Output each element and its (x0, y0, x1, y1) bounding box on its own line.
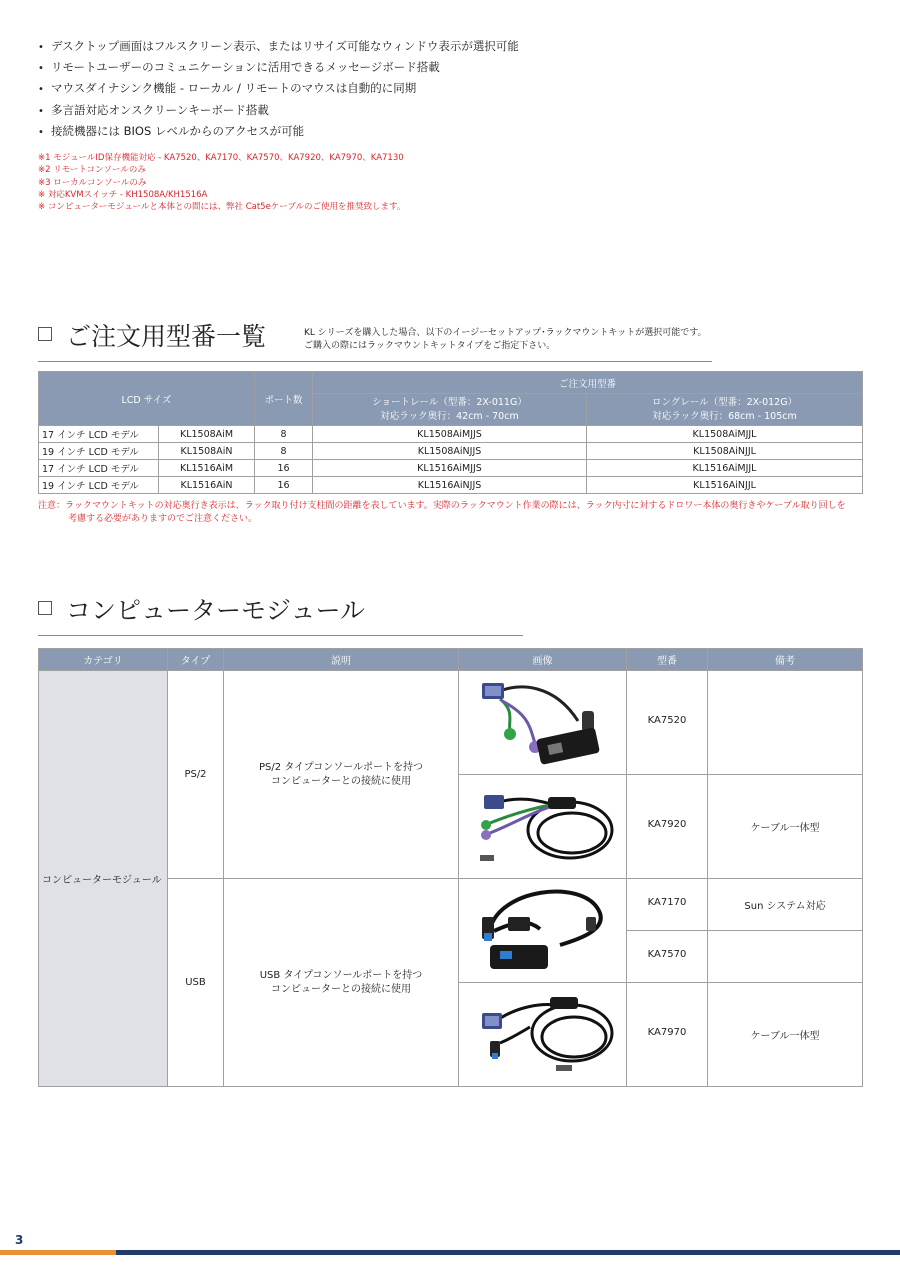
footnote: ※2 リモートコンソールのみ (38, 165, 146, 176)
image-cell (459, 879, 627, 983)
lcd-cell: 17 インチ LCD モデル (39, 426, 159, 443)
order-title-text: ご注文用型番一覧 (66, 322, 267, 351)
description-line: コンピューターとの接続に使用 (271, 775, 411, 787)
description-line: USB タイプコンソールポートを持つ (259, 969, 423, 981)
order-table (38, 371, 863, 494)
footnotes (38, 152, 868, 213)
caution-line: 注意：ラックマウントキットの対応奥行き表示は、ラック取り付け支柱間の距離を表しています。実際のラックマウント作業の際には、ラック内寸に対するドロワー本体の奥行きやケーブル取り回しを (38, 501, 846, 511)
ports-cell: 8 (255, 443, 313, 460)
type-cell-usb: USB (168, 879, 224, 1087)
page-number: 3 (15, 1233, 24, 1247)
footnote: ※ 対応KVMスイッチ - KH1508A/KH1516A (38, 189, 208, 200)
feature-list (38, 36, 858, 142)
feature-item: • マウスダイナシンク機能 - ローカル / リモートのマウスは自動的に同期 (38, 78, 858, 99)
module-table (38, 648, 863, 1087)
model-cell: KL1516AiM (159, 460, 255, 477)
long-model-cell: KL1508AiNJJL (587, 443, 863, 460)
long-model-cell: KL1516AiMJJL (587, 460, 863, 477)
header-type: タイプ (168, 649, 224, 671)
model-cell: KA7920 (627, 775, 708, 879)
description-line: コンピューターとの接続に使用 (271, 983, 411, 995)
feature-item: • デスクトップ画面はフルスクリーン表示、またはリサイズ可能なウィンドウ表示が選択可能 (38, 36, 858, 57)
usb-cable-module-icon (460, 983, 626, 1083)
long-model-cell: KL1516AiNJJL (587, 477, 863, 494)
type-cell-ps2: PS/2 (168, 671, 224, 879)
short-model-cell: KL1508AiMJJS (313, 426, 587, 443)
checkbox-square-icon (38, 601, 52, 615)
short-rail-label: ショートレール（型番：2X-011G） (372, 396, 527, 408)
feature-item: • 多言語対応オンスクリーンキーボード搭載 (38, 100, 858, 121)
description-cell-ps2 (224, 671, 459, 879)
remark-cell (708, 671, 863, 775)
lcd-cell: 19 インチ LCD モデル (39, 477, 159, 494)
header-short-rail (313, 394, 587, 426)
model-cell: KA7170 (627, 879, 708, 931)
module-title-text: コンピューターモジュール (66, 596, 366, 625)
header-ports: ポート数 (255, 372, 313, 426)
feature-item: • リモートユーザーのコミュニケーションに活用できるメッセージボード搭載 (38, 57, 858, 78)
table-row (39, 443, 863, 460)
ps2-module-icon (460, 671, 626, 771)
footnote: ※1 モジュールID保存機能対応 - KA7520、KA7170、KA7570、KA7920、KA7970、KA7130 (38, 153, 404, 163)
order-section-rule (38, 361, 712, 362)
header-image: 画像 (459, 649, 627, 671)
checkbox-square-icon (38, 327, 52, 341)
ports-cell: 16 (255, 460, 313, 477)
remark-cell: ケーブル一体型 (708, 775, 863, 879)
ps2-cable-module-icon (460, 775, 626, 875)
footer-bar-orange (0, 1250, 116, 1255)
remark-cell: Sun システム対応 (708, 879, 863, 931)
short-rail-depth: 対応ラック奥行：42cm - 70cm (380, 410, 519, 422)
model-cell: KA7520 (627, 671, 708, 775)
header-lcd-size: LCD サイズ (39, 372, 255, 426)
model-cell: KL1516AiN (159, 477, 255, 494)
short-model-cell: KL1516AiNJJS (313, 477, 587, 494)
model-cell: KL1508AiN (159, 443, 255, 460)
description-line: PS/2 タイプコンソールポートを持つ (258, 761, 424, 773)
long-model-cell: KL1508AiMJJL (587, 426, 863, 443)
module-section-rule (38, 635, 523, 636)
table-row (39, 671, 863, 775)
short-model-cell: KL1508AiNJJS (313, 443, 587, 460)
header-description: 説明 (224, 649, 459, 671)
table-row (39, 426, 863, 443)
ports-cell: 16 (255, 477, 313, 494)
category-cell: コンピューターモジュール (39, 671, 168, 1087)
long-rail-label: ロングレール（型番：2X-012G） (651, 396, 798, 408)
table-row (39, 460, 863, 477)
header-model: 型番 (627, 649, 708, 671)
remark-cell (708, 931, 863, 983)
remark-cell: ケーブル一体型 (708, 983, 863, 1087)
order-note (304, 327, 707, 353)
long-rail-depth: 対応ラック奥行：68cm - 105cm (652, 410, 797, 422)
order-section-title (38, 322, 266, 352)
header-category: カテゴリ (39, 649, 168, 671)
description-cell-usb (224, 879, 459, 1087)
model-cell: KA7970 (627, 983, 708, 1087)
image-cell (459, 671, 627, 775)
ports-cell: 8 (255, 426, 313, 443)
table-row (39, 477, 863, 494)
caution-line: 考慮する必要がありますのでご注意ください。 (68, 514, 258, 524)
footnote: ※ コンピューターモジュールと本体との間には、弊社 Cat5eケーブルのご使用を推奨致します。 (38, 202, 406, 213)
usb-module-icon (460, 879, 626, 979)
header-long-rail (587, 394, 863, 426)
image-cell (459, 775, 627, 879)
header-order-model: ご注文用型番 (313, 372, 863, 394)
header-remarks: 備考 (708, 649, 863, 671)
footnote: ※3 ローカルコンソールのみ (38, 177, 147, 188)
model-cell: KA7570 (627, 931, 708, 983)
lcd-cell: 17 インチ LCD モデル (39, 460, 159, 477)
model-cell: KL1508AiM (159, 426, 255, 443)
footer-bar-blue (116, 1250, 900, 1255)
lcd-cell: 19 インチ LCD モデル (39, 443, 159, 460)
order-note-line: ご購入の際にはラックマウントキットタイプをご指定下さい。 (304, 341, 556, 351)
caution-note (38, 500, 868, 526)
module-section-title (38, 596, 365, 626)
short-model-cell: KL1516AiMJJS (313, 460, 587, 477)
order-note-line: KL シリーズを購入した場合、以下のイージーセットアップ･ラックマウントキットが選択可能です。 (304, 328, 707, 338)
image-cell (459, 983, 627, 1087)
feature-item: • 接続機器には BIOS レベルからのアクセスが可能 (38, 121, 858, 142)
